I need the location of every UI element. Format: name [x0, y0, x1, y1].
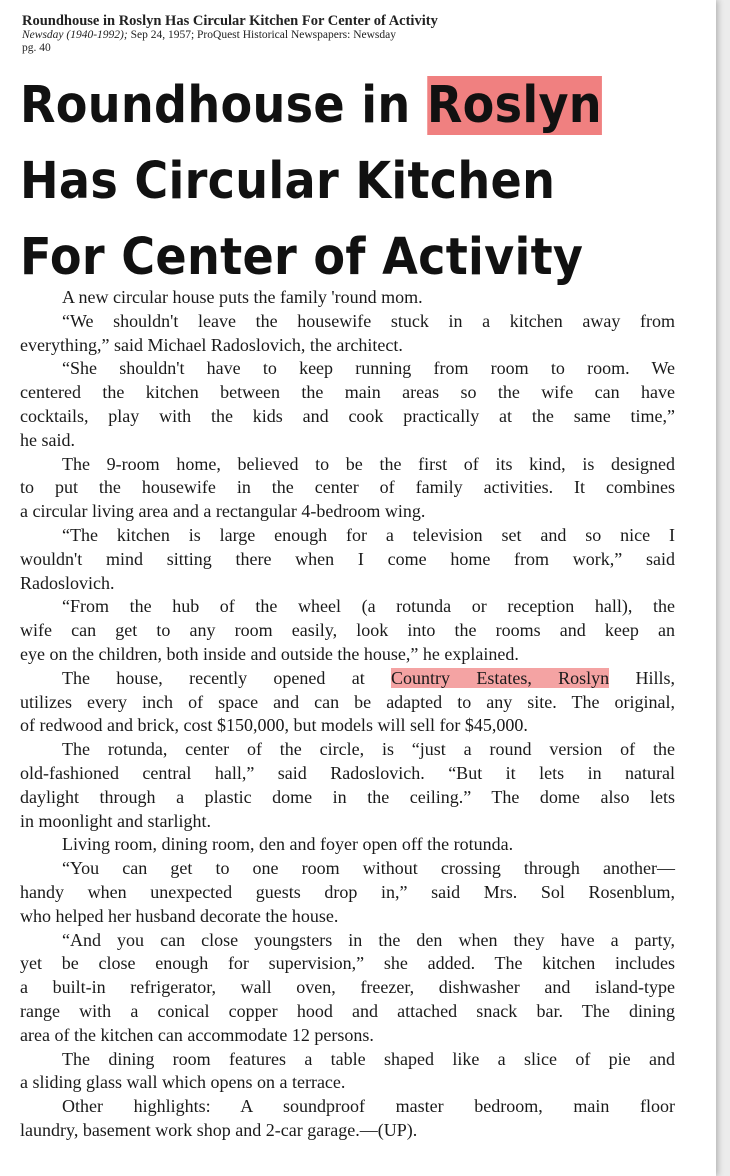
headline-line-1 [20, 68, 602, 144]
article-line: he said. [20, 429, 75, 450]
article-line: everything,” said Michael Radoslovich, the architect. [20, 334, 403, 355]
article-line: Other highlights: A soundproof master bedroom, main floor [62, 1096, 675, 1117]
article-line: a sliding glass wall which opens on a terrace. [20, 1072, 346, 1093]
highlight-country-estates-roslyn: Country Estates, Roslyn [391, 667, 610, 688]
article-line: “And you can close youngsters in the den when they have a party, [62, 929, 675, 950]
article-line: wife can get to any room easily, look into the rooms and keep an [20, 620, 675, 641]
headline-highlight-roslyn: Roslyn [426, 76, 602, 135]
article-line: laundry, basement work shop and 2-car garage.—(UP). [20, 1119, 418, 1140]
article-line: The 9-room home, believed to be the first of its kind, is designed [62, 453, 675, 474]
article-line: centered the kitchen between the main areas so the wife can have [20, 382, 675, 403]
article-line: daylight through a plastic dome in the ceiling.” The dome also lets [20, 786, 675, 807]
article-line: utilizes every inch of space and can be adapted to any site. The original, [20, 691, 675, 712]
article-line: of redwood and brick, cost $150,000, but models will sell for $45,000. [20, 715, 528, 736]
headline-text-1: Roundhouse in [20, 76, 427, 135]
article-line: “From the hub of the wheel (a rotunda or reception hall), the [62, 596, 675, 617]
article-headline [20, 68, 602, 296]
citation-page: pg. 40 [22, 41, 51, 54]
article-line: a built-in refrigerator, wall oven, freezer, dishwasher and island-type [20, 977, 675, 998]
article-line: A new circular house puts the family 'round mom. [62, 287, 423, 307]
article-line: old-fashioned central hall,” said Radoslovich. “But it lets in natural [20, 762, 675, 783]
article-line: eye on the children, both inside and outside the house,” he explained. [20, 643, 519, 664]
article-line: “You can get to one room without crossing through another— [62, 858, 675, 879]
headline-line-2: Has Circular Kitchen [20, 152, 556, 211]
article-line: “She shouldn't have to keep running from room to room. We [62, 358, 675, 379]
article-line: cocktails, play with the kids and cook practically at the same time,” [20, 405, 675, 426]
citation-source-date: Sep 24, 1957; ProQuest Historical Newspapers: Newsday [127, 29, 397, 41]
article-line: a circular living area and a rectangular 4-bedroom wing. [20, 501, 426, 522]
article-line: yet be close enough for supervision,” she added. The kitchen includes [20, 953, 675, 974]
article-text: Hills, [609, 667, 675, 688]
article-line: in moonlight and starlight. [20, 810, 211, 831]
article-line: who helped her husband decorate the house. [20, 905, 339, 926]
headline-line-3: For Center of Activity [20, 228, 584, 287]
article-line: The rotunda, center of the circle, is “just a round version of the [62, 739, 675, 760]
article-line: area of the kitchen can accommodate 12 persons. [20, 1024, 374, 1045]
article-line: The dining room features a table shaped like a slice of pie and [62, 1048, 675, 1069]
article-line: wouldn't mind sitting there when I come home from work,” said [20, 548, 675, 569]
citation-source [22, 29, 438, 42]
article-line [20, 667, 675, 691]
citation-header [22, 14, 438, 54]
article-line: Living room, dining room, den and foyer open off the rotunda. [62, 834, 514, 855]
article-line: range with a conical copper hood and attached snack bar. The dining [20, 1000, 675, 1021]
article-body [20, 286, 675, 1143]
article-line: Radoslovich. [20, 572, 115, 593]
article-line: “The kitchen is large enough for a television set and so nice I [62, 524, 675, 545]
article-line: handy when unexpected guests drop in,” said Mrs. Sol Rosenblum, [20, 881, 675, 902]
citation-title: Roundhouse in Roslyn Has Circular Kitchen For Center of Activity [22, 13, 438, 29]
article-line: to put the housewife in the center of family activities. It combines [20, 477, 675, 498]
article-text: The house, recently opened at [62, 667, 392, 688]
article-line: “We shouldn't leave the housewife stuck in a kitchen away from [62, 310, 675, 331]
citation-source-name: Newsday (1940-1992); [22, 29, 128, 41]
